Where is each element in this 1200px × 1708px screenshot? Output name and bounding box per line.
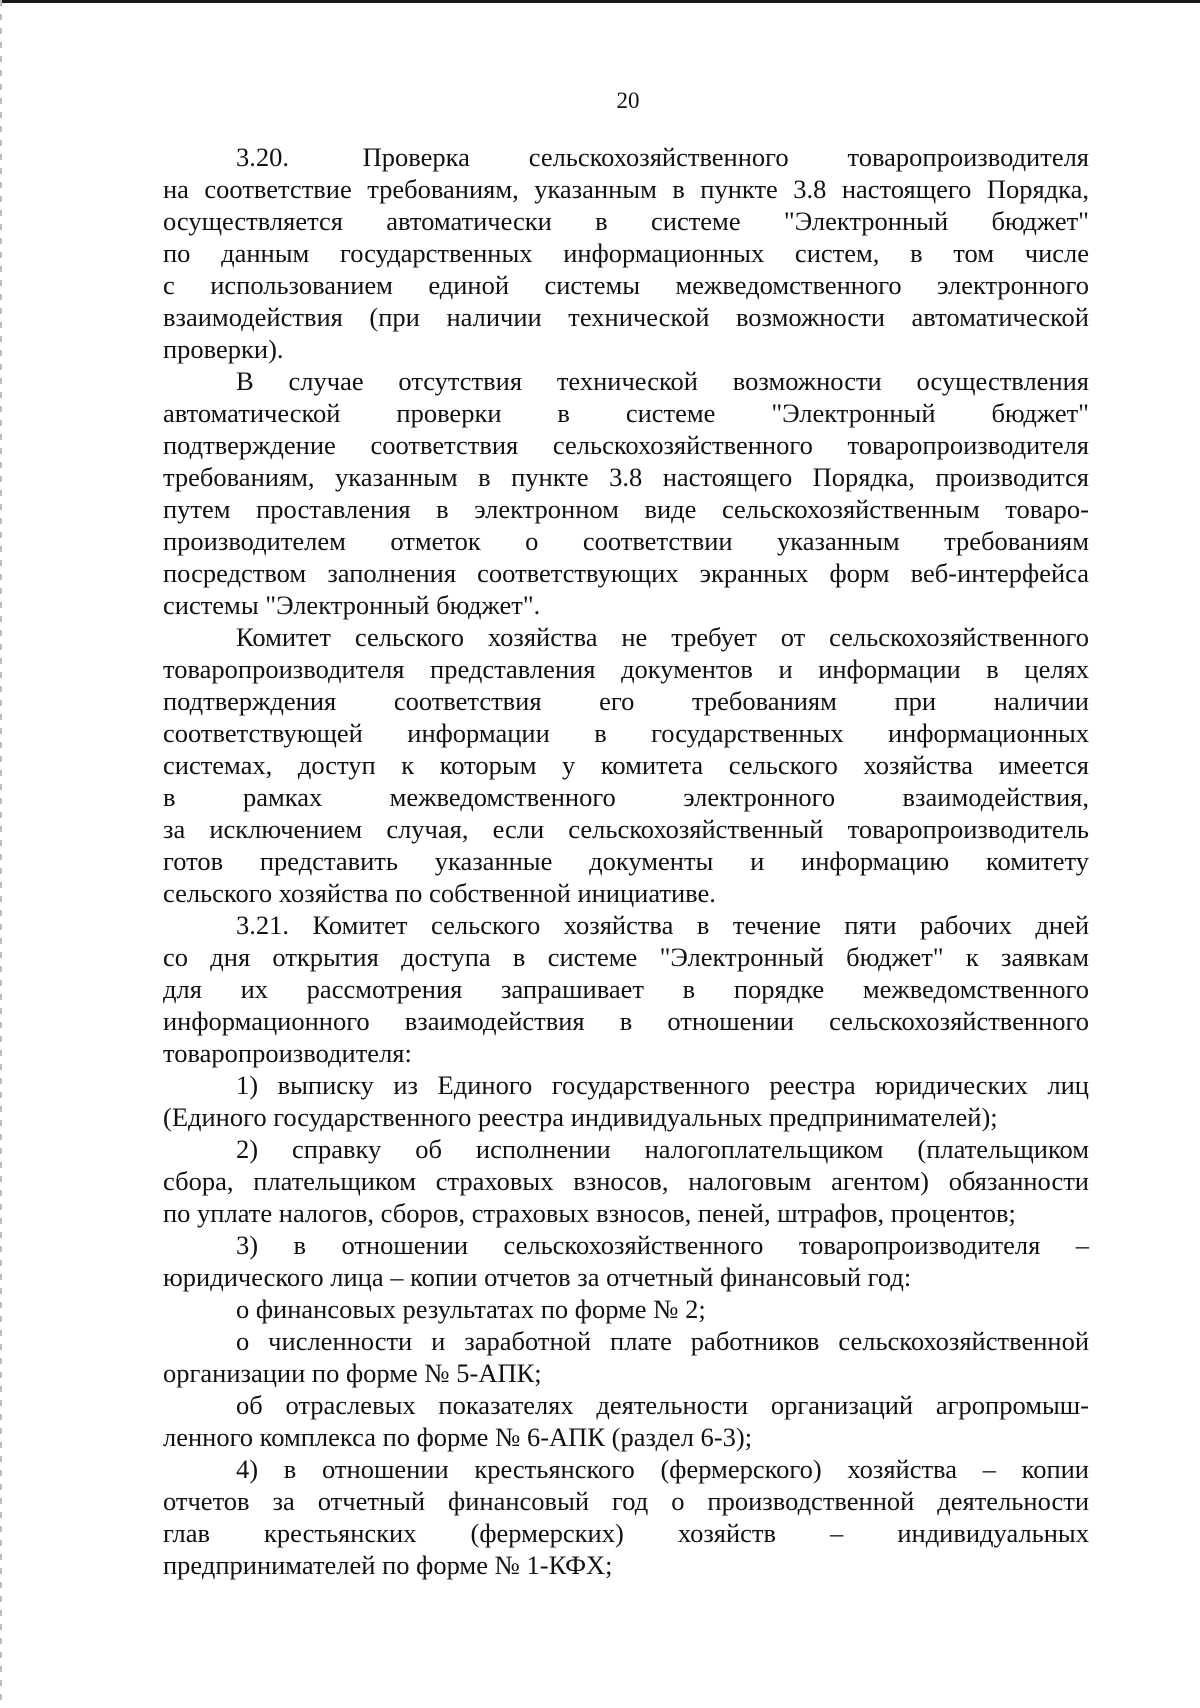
- text-line: за исключением случая, если сельскохозяйственный товаропроизводитель: [163, 814, 1089, 844]
- text-line: по уплате налогов, сборов, страховых взносов, пеней, штрафов, процентов;: [163, 1198, 1016, 1228]
- text-line: отчетов за отчетный финансовый год о производственной деятельности: [163, 1486, 1089, 1516]
- text-line: системы "Электронный бюджет".: [163, 590, 541, 620]
- text-line: Комитет сельского хозяйства не требует от сельскохозяйственного: [236, 622, 1089, 652]
- text-line: с использованием единой системы межведомственного электронного: [163, 270, 1089, 300]
- text-line: соответствующей информации в государственных информационных: [163, 718, 1089, 748]
- scan-left-edge: [0, 0, 2, 1708]
- text-line: в рамках межведомственного электронного взаимодействия,: [163, 782, 1089, 812]
- text-line: 3.21. Комитет сельского хозяйства в течение пяти рабочих дней: [236, 910, 1089, 940]
- text-line: для их рассмотрения запрашивает в порядке межведомственного: [163, 974, 1089, 1004]
- scan-top-edge: [0, 0, 1200, 3]
- text-line: посредством заполнения соответствующих экранных форм веб-интерфейса: [163, 558, 1089, 588]
- text-line: 3) в отношении сельскохозяйственного товаропроизводителя –: [236, 1230, 1089, 1260]
- page-number: 20: [616, 88, 640, 113]
- text-line: по данным государственных информационных систем, в том числе: [163, 238, 1089, 268]
- text-line: о финансовых результатах по форме № 2;: [236, 1294, 706, 1324]
- text-line: юридического лица – копии отчетов за отчетный финансовый год:: [163, 1262, 912, 1292]
- text-line: (Единого государственного реестра индивидуальных предпринимателей);: [163, 1102, 998, 1132]
- text-line: автоматической проверки в системе "Электронный бюджет": [163, 398, 1089, 428]
- text-line: В случае отсутствия технической возможности осуществления: [236, 366, 1089, 396]
- text-line: сельского хозяйства по собственной инициативе.: [163, 878, 716, 908]
- text-line: организации по форме № 5-АПК;: [163, 1358, 542, 1388]
- text-line: со дня открытия доступа в системе "Электронный бюджет" к заявкам: [163, 942, 1089, 972]
- text-line: ленного комплекса по форме № 6-АПК (раздел 6-3);: [163, 1422, 753, 1452]
- text-line: информационного взаимодействия в отношении сельскохозяйственного: [163, 1006, 1089, 1036]
- text-line: путем проставления в электронном виде сельскохозяйственным товаро-: [163, 494, 1089, 524]
- text-line: производителем отметок о соответствии указанным требованиям: [163, 526, 1089, 556]
- text-line: готов представить указанные документы и информацию комитету: [163, 846, 1089, 876]
- text-line: подтверждение соответствия сельскохозяйственного товаропроизводителя: [163, 430, 1089, 460]
- text-line: о численности и заработной плате работников сельскохозяйственной: [236, 1326, 1089, 1356]
- text-line: системах, доступ к которым у комитета сельского хозяйства имеется: [163, 750, 1089, 780]
- text-line: на соответствие требованиям, указанным в пункте 3.8 настоящего Порядка,: [163, 174, 1089, 204]
- text-line: товаропроизводителя:: [163, 1038, 412, 1068]
- text-line: требованиям, указанным в пункте 3.8 настоящего Порядка, производится: [163, 462, 1089, 492]
- text-line: сбора, плательщиком страховых взносов, налоговым агентом) обязанности: [163, 1166, 1089, 1196]
- text-line: предпринимателей по форме № 1-КФХ;: [163, 1550, 613, 1580]
- text-line: 4) в отношении крестьянского (фермерского) хозяйства – копии: [236, 1454, 1089, 1484]
- text-line: взаимодействия (при наличии технической возможности автоматической: [163, 302, 1089, 332]
- text-line: подтверждения соответствия его требованиям при наличии: [163, 686, 1089, 716]
- document-body: [163, 141, 1089, 1581]
- text-line: 2) справку об исполнении налогоплательщиком (плательщиком: [236, 1134, 1089, 1164]
- text-line: 1) выписку из Единого государственного реестра юридических лиц: [236, 1070, 1089, 1100]
- text-line: 3.20. Проверка сельскохозяйственного товаропроизводителя: [236, 142, 1089, 172]
- text-line: глав крестьянских (фермерских) хозяйств – индивидуальных: [163, 1518, 1089, 1548]
- text-line: осуществляется автоматически в системе "Электронный бюджет": [163, 206, 1089, 236]
- text-line: товаропроизводителя представления документов и информации в целях: [163, 654, 1089, 684]
- text-line: об отраслевых показателях деятельности организаций агропромыш-: [236, 1390, 1089, 1420]
- text-line: проверки).: [163, 334, 284, 364]
